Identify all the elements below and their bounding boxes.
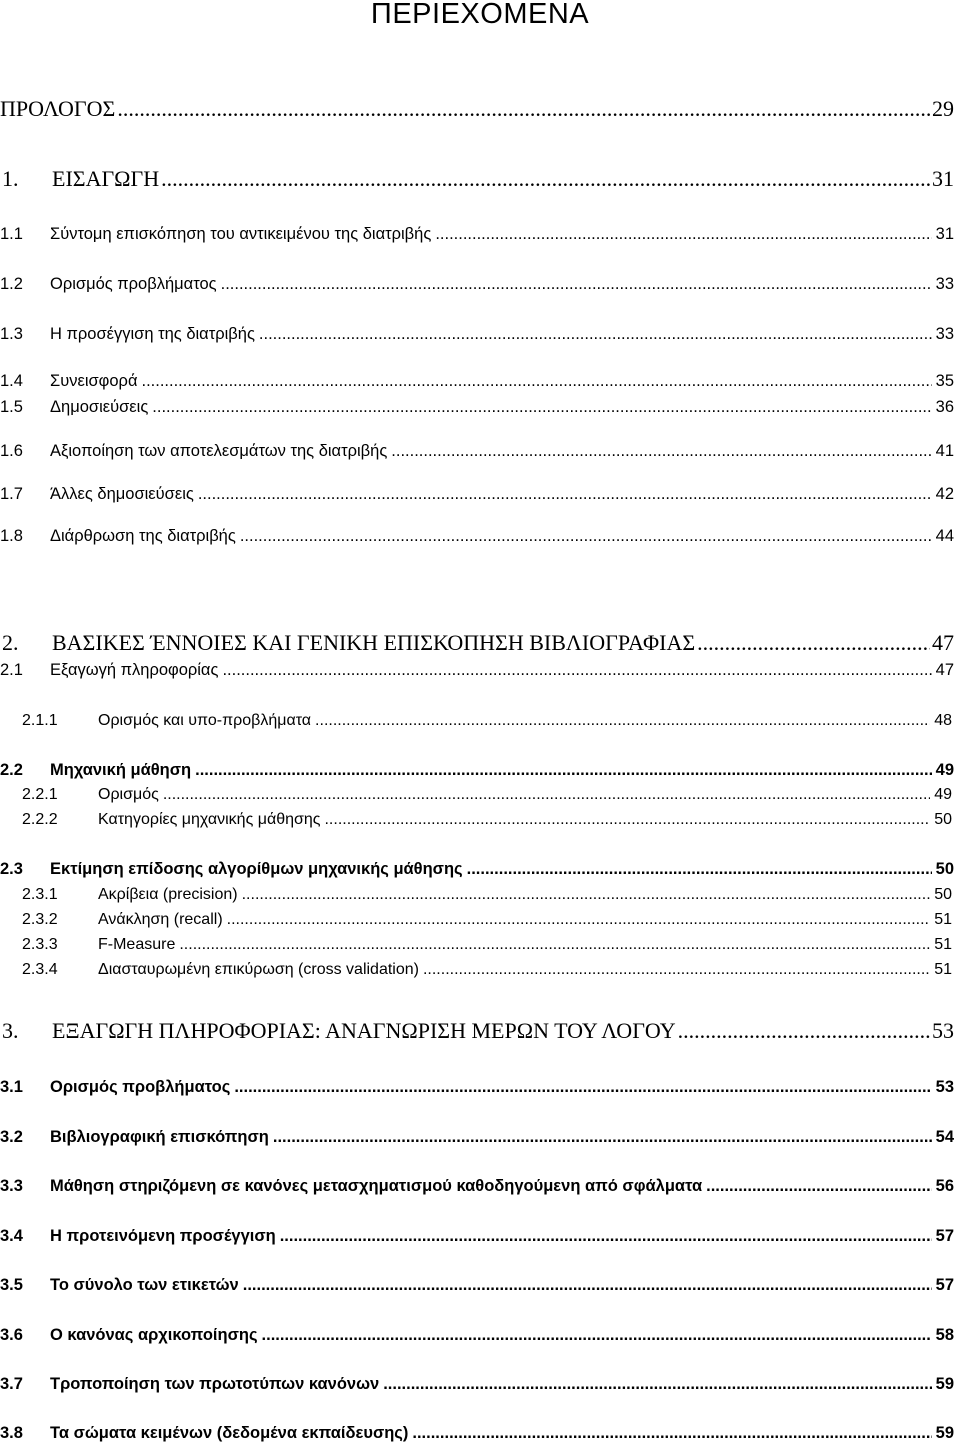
toc-entry-title: ΒΑΣΙΚΕΣ ΈΝΝΟΙΕΣ ΚΑΙ ΓΕΝΙΚΗ ΕΠΙΣΚΟΠΗΣΗ ΒΙΒΛΙΟΓΡΑΦΙΑΣ xyxy=(52,630,696,655)
toc-entry-page: 47 xyxy=(932,630,954,655)
toc-entry-number: 2.1.1 xyxy=(22,712,58,729)
toc-entry-2-2[interactable] xyxy=(0,756,960,780)
toc-entry-page: 54 xyxy=(935,1128,954,1146)
toc-entry-page: 31 xyxy=(932,166,954,191)
toc-entry-title: Μηχανική μάθηση xyxy=(50,761,192,779)
leader-dots xyxy=(435,225,931,244)
toc-entry-title: Ακρίβεια (precision) xyxy=(98,886,238,903)
toc-entry-number: 2.3.4 xyxy=(22,961,58,978)
toc-entry-page: 51 xyxy=(934,911,952,928)
toc-entry-number: 2.3.3 xyxy=(22,936,58,953)
toc-entry-number: 3.6 xyxy=(0,1326,23,1344)
toc-entry-2-3-1[interactable] xyxy=(0,880,960,904)
toc-entry-number: 2.3.2 xyxy=(22,911,58,928)
leader-dots xyxy=(383,1375,931,1394)
leader-dots xyxy=(259,325,932,344)
toc-entry-1-7[interactable] xyxy=(0,480,960,504)
toc-entry-2-2-2[interactable] xyxy=(0,805,960,829)
toc-entry-number: 2. xyxy=(2,630,19,655)
toc-entry-title: Διασταυρωμένη επικύρωση (cross validation) xyxy=(98,961,419,978)
toc-entry-number: 3.5 xyxy=(0,1276,23,1294)
toc-entry-page: 50 xyxy=(935,860,954,878)
toc-entry-page: 29 xyxy=(932,96,954,121)
toc-entry-2-1[interactable] xyxy=(0,656,960,680)
toc-entry-page: 36 xyxy=(935,398,954,416)
leader-dots xyxy=(706,1177,932,1196)
leader-dots xyxy=(117,96,930,122)
toc-entry-page: 49 xyxy=(934,786,952,803)
toc-entry-title: Ορισμός xyxy=(98,786,159,803)
toc-entry-page: 35 xyxy=(935,372,954,390)
toc-entry-page: 48 xyxy=(934,712,952,729)
toc-entry-number: 1.6 xyxy=(0,442,23,460)
leader-dots xyxy=(324,811,930,829)
toc-entry-3-3[interactable] xyxy=(0,1172,960,1196)
toc-entry-number: 1. xyxy=(2,166,19,191)
leader-dots xyxy=(179,936,930,954)
toc-entry-title: Εκτίμηση επίδοσης αλγορίθμων μηχανικής μάθησης xyxy=(50,860,463,878)
toc-entry-3-7[interactable] xyxy=(0,1370,960,1394)
toc-entry-title: Το σύνολο των ετικετών xyxy=(50,1276,239,1294)
toc-entry-title: Κατηγορίες μηχανικής μάθησης xyxy=(98,811,321,828)
leader-dots xyxy=(467,860,932,879)
toc-entry-page: 44 xyxy=(935,527,954,545)
toc-entry-number: 2.1 xyxy=(0,661,23,679)
toc-entry-title: Η προσέγγιση της διατριβής xyxy=(50,325,255,343)
toc-entry-number: 1.4 xyxy=(0,372,23,390)
leader-dots xyxy=(697,630,930,656)
toc-entry-page: 51 xyxy=(934,936,952,953)
toc-entry-number: 1.5 xyxy=(0,398,23,416)
toc-entry-page: 57 xyxy=(935,1227,954,1245)
leader-dots xyxy=(234,1078,931,1097)
toc-entry-2-2-1[interactable] xyxy=(0,780,960,804)
toc-entry-title: Ορισμός προβλήματος xyxy=(50,275,217,293)
leader-dots xyxy=(412,1424,931,1443)
toc-entry-title: F-Measure xyxy=(98,936,176,953)
toc-entry-2-3-3[interactable] xyxy=(0,930,960,954)
leader-dots xyxy=(198,485,932,504)
leader-dots xyxy=(243,1276,932,1295)
toc-entry-3-5[interactable] xyxy=(0,1271,960,1295)
toc-entry-3-1[interactable] xyxy=(0,1073,960,1097)
toc-entry-title: Άλλες δημοσιεύσεις xyxy=(50,485,194,503)
toc-entry-2-3-2[interactable] xyxy=(0,905,960,929)
toc-entry-page: 47 xyxy=(935,661,954,679)
page-title: ΠΕΡΙΕΧΟΜΕΝΑ xyxy=(370,0,590,30)
toc-entry-title: Μάθηση στηριζόμενη σε κανόνες μετασχηματισμού καθοδηγούμενη από σφάλματα xyxy=(50,1177,703,1195)
toc-entry-number: 2.2 xyxy=(0,761,23,779)
toc-entry-number: 2.3.1 xyxy=(22,886,58,903)
toc-entry-title: Τα σώματα κειμένων (δεδομένα εκπαίδευσης) xyxy=(50,1424,409,1442)
toc-entry-title: Εξαγωγή πληροφορίας xyxy=(50,661,219,679)
leader-dots xyxy=(240,527,932,546)
toc-entry-title: ΕΞΑΓΩΓΗ ΠΛΗΡΟΦΟΡΙΑΣ: ΑΝΑΓΝΩΡΙΣΗ ΜΕΡΩΝ ΤΟΥ ΛΟΓΟΥ xyxy=(52,1018,676,1043)
leader-dots xyxy=(423,961,930,979)
toc-entry-page: 33 xyxy=(935,325,954,343)
toc-entry-title: Ορισμός και υπο-προβλήματα xyxy=(98,712,312,729)
toc-entry-1-4[interactable] xyxy=(0,367,960,391)
toc-entry-page: 42 xyxy=(935,485,954,503)
leader-dots xyxy=(678,1018,930,1044)
toc-entry-page: 51 xyxy=(934,961,952,978)
toc-entry-title: ΠΡΟΛΟΓΟΣ xyxy=(0,96,116,121)
toc-entry-2-3-4[interactable] xyxy=(0,955,960,979)
toc-entry-page: 33 xyxy=(935,275,954,293)
toc-entry-chapter-1[interactable] xyxy=(0,168,960,192)
leader-dots xyxy=(221,275,932,294)
toc-entry-title: Ανάκληση (recall) xyxy=(98,911,223,928)
leader-dots xyxy=(315,712,930,730)
toc-entry-3-2[interactable] xyxy=(0,1123,960,1147)
toc-entry-title: Ορισμός προβλήματος xyxy=(50,1078,231,1096)
toc-entry-number: 3.3 xyxy=(0,1177,23,1195)
toc-entry-1-6[interactable] xyxy=(0,437,960,461)
toc-entry-chapter-3[interactable] xyxy=(0,1020,960,1044)
toc-entry-title: Αξιοποίηση των αποτελεσμάτων της διατριβής xyxy=(50,442,388,460)
leader-dots xyxy=(141,372,931,391)
toc-entry-number: 3.2 xyxy=(0,1128,23,1146)
toc-entry-page: 41 xyxy=(935,442,954,460)
toc-entry-3-6[interactable] xyxy=(0,1321,960,1345)
leader-dots xyxy=(152,398,931,417)
toc-entry-number: 2.2.2 xyxy=(22,811,58,828)
toc-entry-number: 1.8 xyxy=(0,527,23,545)
toc-entry-page: 50 xyxy=(934,811,952,828)
toc-entry-title: Σύντομη επισκόπηση του αντικειμένου της διατριβής xyxy=(50,225,432,243)
toc-entry-page: 57 xyxy=(935,1276,954,1294)
leader-dots xyxy=(163,786,930,804)
toc-entry-title: Δημοσιεύσεις xyxy=(50,398,149,416)
toc-entry-page: 53 xyxy=(935,1078,954,1096)
leader-dots xyxy=(161,166,930,192)
toc-entry-1-5[interactable] xyxy=(0,393,960,417)
leader-dots xyxy=(222,661,931,680)
toc-entry-page: 59 xyxy=(935,1375,954,1393)
leader-dots xyxy=(273,1128,932,1147)
toc-entry-3-4[interactable] xyxy=(0,1222,960,1246)
toc-entry-1-8[interactable] xyxy=(0,522,960,546)
toc-entry-chapter-2[interactable] xyxy=(0,632,960,656)
toc-entry-title: Τροποποίηση των πρωτοτύπων κανόνων xyxy=(50,1375,380,1393)
toc-entry-1-2[interactable] xyxy=(0,270,960,294)
toc-entry-page: 58 xyxy=(935,1326,954,1344)
leader-dots xyxy=(280,1227,932,1246)
toc-entry-number: 1.7 xyxy=(0,485,23,503)
toc-entry-number: 2.3 xyxy=(0,860,23,878)
leader-dots xyxy=(262,1326,932,1345)
toc-entry-number: 3.4 xyxy=(0,1227,23,1245)
toc-entry-number: 1.2 xyxy=(0,275,23,293)
toc-entry-number: 3. xyxy=(2,1018,19,1043)
leader-dots xyxy=(195,761,932,780)
toc-entry-3-8[interactable] xyxy=(0,1419,960,1443)
toc-entry-title: Βιβλιογραφική επισκόπηση xyxy=(50,1128,269,1146)
toc-entry-number: 1.1 xyxy=(0,225,23,243)
toc-entry-number: 3.8 xyxy=(0,1424,23,1442)
toc-entry-number: 1.3 xyxy=(0,325,23,343)
toc-entry-2-3[interactable] xyxy=(0,855,960,879)
toc-entry-preface[interactable] xyxy=(0,98,960,122)
toc-entry-page: 49 xyxy=(935,761,954,779)
toc-entry-title: Διάρθρωση της διατριβής xyxy=(50,527,236,545)
toc-entry-title: Η προτεινόμενη προσέγγιση xyxy=(50,1227,276,1245)
toc-entry-number: 3.7 xyxy=(0,1375,23,1393)
toc-entry-page: 53 xyxy=(932,1018,954,1043)
toc-entry-number: 3.1 xyxy=(0,1078,23,1096)
toc-entry-page: 50 xyxy=(934,886,952,903)
toc-entry-title: ΕΙΣΑΓΩΓΗ xyxy=(52,166,160,191)
toc-entry-1-1[interactable] xyxy=(0,220,960,244)
toc-entry-title: Ο κανόνας αρχικοποίησης xyxy=(50,1326,258,1344)
toc-entry-page: 59 xyxy=(935,1424,954,1442)
toc-entry-page: 56 xyxy=(935,1177,954,1195)
leader-dots xyxy=(242,886,931,904)
toc-entry-2-1-1[interactable] xyxy=(0,706,960,730)
leader-dots xyxy=(391,442,931,461)
toc-entry-number: 2.2.1 xyxy=(22,786,58,803)
toc-entry-page: 31 xyxy=(935,225,954,243)
toc-entry-title: Συνεισφορά xyxy=(50,372,138,390)
leader-dots xyxy=(227,911,931,929)
toc-entry-1-3[interactable] xyxy=(0,320,960,344)
